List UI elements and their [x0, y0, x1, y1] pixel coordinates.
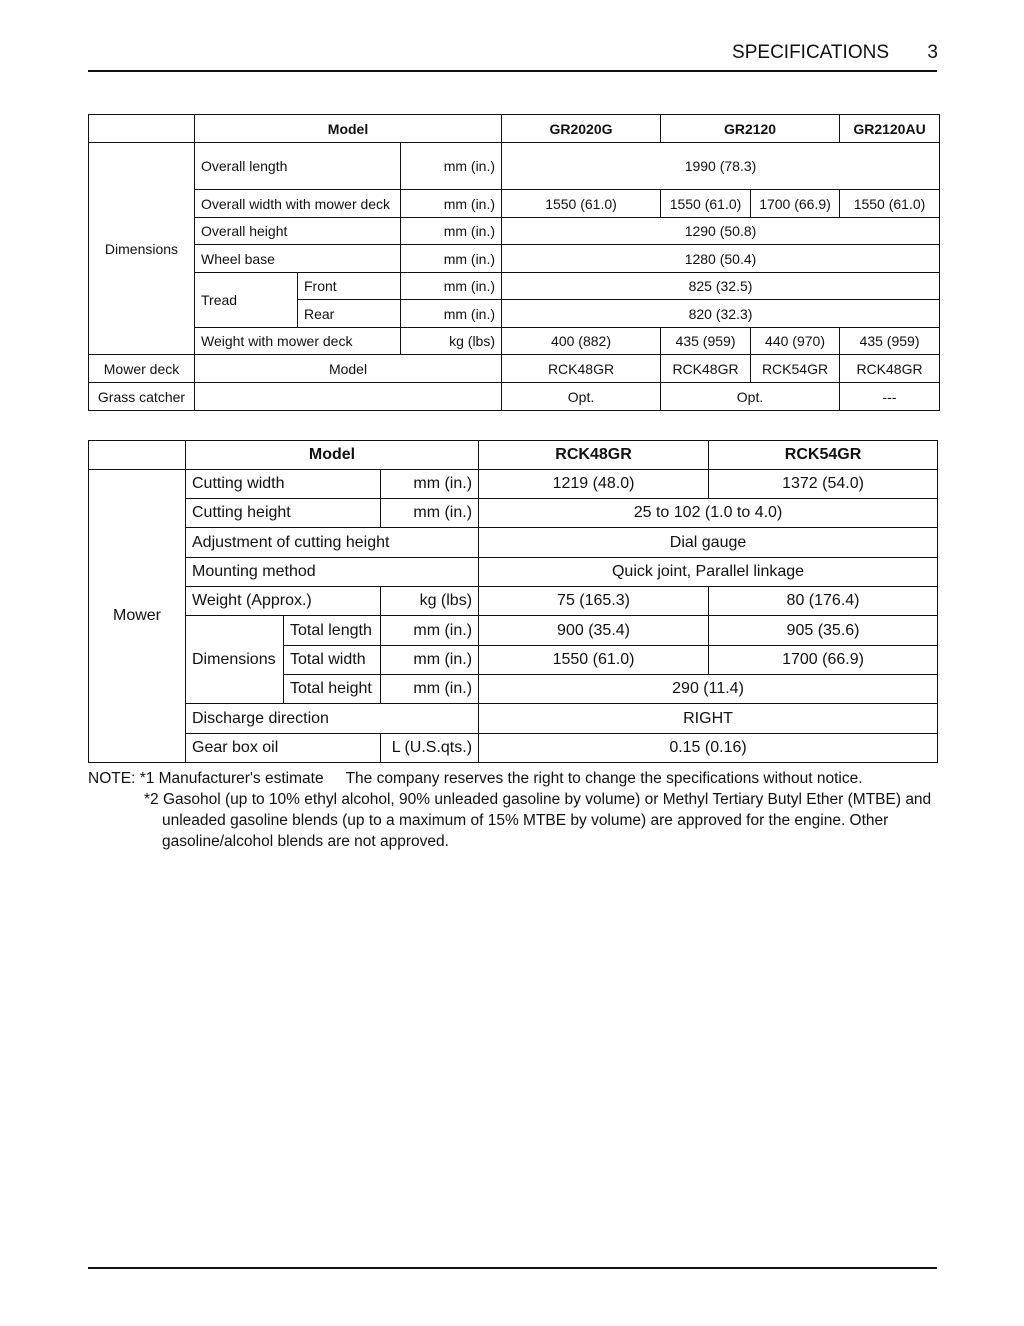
value-cell: 1550 (61.0): [502, 190, 661, 218]
table-row: [89, 383, 940, 411]
mounting-value: Quick joint, Parallel linkage: [479, 558, 938, 587]
adjustment-label: Adjustment of cutting height: [186, 528, 479, 558]
page-number: 3: [927, 42, 938, 63]
corner-cell: [89, 115, 195, 143]
page-header-title: SPECIFICATIONS: [732, 42, 889, 63]
value-cell: 75 (165.3): [479, 587, 709, 616]
note-label: NOTE:: [88, 770, 136, 787]
gear-oil-value: 0.15 (0.16): [479, 734, 938, 763]
unit-cell: mm (in.): [401, 245, 502, 273]
mower-deck-model-label: Model: [195, 355, 502, 383]
cutting-width-label: Cutting width: [186, 470, 381, 499]
mounting-label: Mounting method: [186, 558, 479, 587]
value-cell: Opt.: [502, 383, 661, 411]
value-cell: 400 (882): [502, 328, 661, 355]
table-row: [89, 558, 938, 587]
model-header: Model: [195, 115, 502, 143]
model-col-rck48gr: RCK48GR: [479, 441, 709, 470]
note-1: *1 Manufacturer's estimate: [139, 770, 324, 787]
model-col-gr2020g: GR2020G: [502, 115, 661, 143]
tread-rear-label: Rear: [298, 300, 401, 328]
value-cell: 1550 (61.0): [479, 646, 709, 675]
header-rule: [88, 70, 937, 72]
dimensions-group-label: Dimensions: [89, 143, 195, 355]
model-col-gr2120: GR2120: [661, 115, 840, 143]
overall-length-label: Overall length: [195, 143, 401, 190]
mower-specs-table: [88, 440, 938, 763]
notes-block: [88, 768, 948, 852]
unit-cell: mm (in.): [381, 675, 479, 704]
value-cell: 900 (35.4): [479, 616, 709, 646]
table-row: [89, 355, 940, 383]
value-cell: 1700 (66.9): [751, 190, 840, 218]
value-cell: RCK48GR: [661, 355, 751, 383]
total-height-value: 290 (11.4): [479, 675, 938, 704]
unit-cell: mm (in.): [401, 300, 502, 328]
grass-catcher-label: Grass catcher: [89, 383, 195, 411]
value-cell: Opt.: [661, 383, 840, 411]
note-2-line-1: *2 Gasohol (up to 10% ethyl alcohol, 90% unleaded gasoline by volume) or Methyl Tertiary Butyl Ether (MTBE) and: [144, 791, 932, 808]
value-cell: 905 (35.6): [709, 616, 938, 646]
mower-group-label: Mower: [89, 470, 186, 763]
corner-cell: [89, 441, 186, 470]
table-row: [89, 245, 940, 273]
value-cell: 80 (176.4): [709, 587, 938, 616]
unit-cell: mm (in.): [401, 273, 502, 300]
note-2-line-3: gasoline/alcohol blends are not approved.: [162, 833, 449, 850]
wheel-base-value: 1280 (50.4): [502, 245, 940, 273]
discharge-label: Discharge direction: [186, 704, 479, 734]
gear-oil-label: Gear box oil: [186, 734, 381, 763]
overall-width-label: Overall width with mower deck: [195, 190, 401, 218]
table-row: [89, 616, 938, 646]
unit-cell: mm (in.): [381, 646, 479, 675]
value-cell: ---: [840, 383, 940, 411]
table-row: [89, 587, 938, 616]
value-cell: RCK48GR: [840, 355, 940, 383]
value-cell: 435 (959): [840, 328, 940, 355]
reserve-notice: The company reserves the right to change the specifications without notice.: [345, 770, 863, 787]
value-cell: 1219 (48.0): [479, 470, 709, 499]
empty-cell: [195, 383, 502, 411]
discharge-value: RIGHT: [479, 704, 938, 734]
table-row: [89, 441, 938, 470]
tread-rear-value: 820 (32.3): [502, 300, 940, 328]
value-cell: RCK54GR: [751, 355, 840, 383]
table-row: [89, 328, 940, 355]
value-cell: 1550 (61.0): [840, 190, 940, 218]
unit-cell: mm (in.): [401, 143, 502, 190]
table-row: [89, 218, 940, 245]
tread-label: Tread: [195, 273, 298, 328]
value-cell: 435 (959): [661, 328, 751, 355]
table-row: [89, 273, 940, 300]
cutting-height-label: Cutting height: [186, 499, 381, 528]
table-row: [89, 115, 940, 143]
wheel-base-label: Wheel base: [195, 245, 401, 273]
model-header: Model: [186, 441, 479, 470]
model-col-gr2120au: GR2120AU: [840, 115, 940, 143]
footer-rule: [88, 1267, 937, 1269]
tractor-specs-table: [88, 114, 940, 411]
table-row: [89, 143, 940, 190]
unit-cell: mm (in.): [401, 190, 502, 218]
unit-cell: mm (in.): [381, 470, 479, 499]
adjustment-value: Dial gauge: [479, 528, 938, 558]
unit-cell: mm (in.): [381, 616, 479, 646]
weight-label: Weight with mower deck: [195, 328, 401, 355]
unit-cell: kg (lbs): [401, 328, 502, 355]
total-height-label: Total height: [284, 675, 381, 704]
table-row: [89, 190, 940, 218]
table-row: [89, 734, 938, 763]
table-row: [89, 470, 938, 499]
unit-cell: mm (in.): [381, 499, 479, 528]
tread-front-label: Front: [298, 273, 401, 300]
value-cell: 1372 (54.0): [709, 470, 938, 499]
model-col-rck54gr: RCK54GR: [709, 441, 938, 470]
overall-height-label: Overall height: [195, 218, 401, 245]
value-cell: 1550 (61.0): [661, 190, 751, 218]
table-row: [89, 704, 938, 734]
overall-length-value: 1990 (78.3): [502, 143, 940, 190]
unit-cell: kg (lbs): [381, 587, 479, 616]
note-2-line-2: unleaded gasoline blends (up to a maximum of 15% MTBE by volume) are approved for the engine. Other: [162, 812, 889, 829]
cutting-height-value: 25 to 102 (1.0 to 4.0): [479, 499, 938, 528]
mower-deck-label: Mower deck: [89, 355, 195, 383]
unit-cell: mm (in.): [401, 218, 502, 245]
value-cell: 440 (970): [751, 328, 840, 355]
overall-height-value: 1290 (50.8): [502, 218, 940, 245]
tread-front-value: 825 (32.5): [502, 273, 940, 300]
table-row: [89, 499, 938, 528]
weight-label: Weight (Approx.): [186, 587, 381, 616]
value-cell: RCK48GR: [502, 355, 661, 383]
unit-cell: L (U.S.qts.): [381, 734, 479, 763]
dimensions-label: Dimensions: [186, 616, 284, 704]
table-row: [89, 528, 938, 558]
total-length-label: Total length: [284, 616, 381, 646]
total-width-label: Total width: [284, 646, 381, 675]
value-cell: 1700 (66.9): [709, 646, 938, 675]
